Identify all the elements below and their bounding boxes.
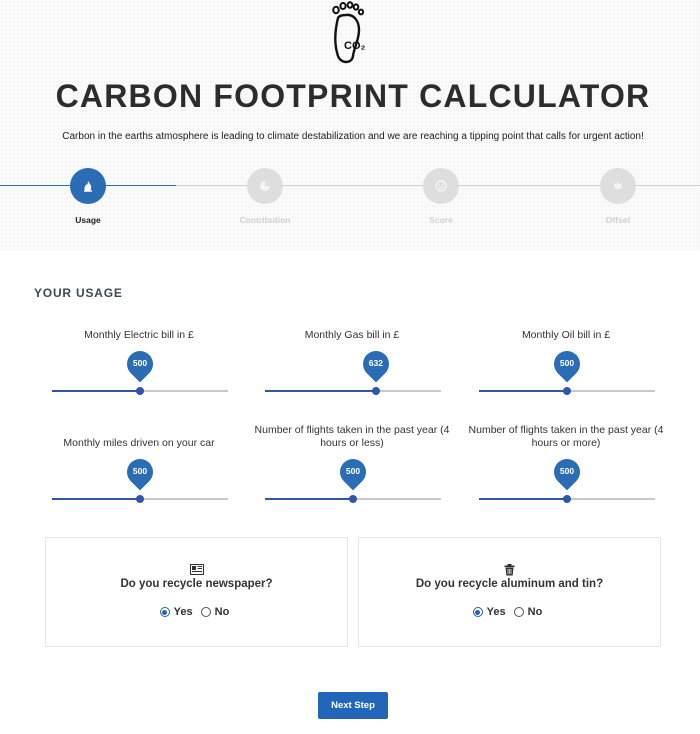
slider-value-pin bbox=[127, 459, 153, 485]
slider-fill bbox=[52, 498, 140, 500]
slider-handle[interactable] bbox=[372, 387, 380, 395]
radio-group bbox=[359, 606, 660, 618]
slider-value-pin bbox=[363, 351, 389, 377]
flame-icon bbox=[70, 168, 106, 204]
slider-value: 632 bbox=[368, 358, 383, 368]
pie-chart-icon bbox=[247, 168, 283, 204]
slider-value: 500 bbox=[559, 358, 575, 368]
step-label: Score bbox=[429, 215, 453, 225]
slider-fill bbox=[52, 390, 140, 392]
page-subtitle: Carbon in the earths atmosphere is leading to climate destabilization and we are reaching a tipping point that calls for urgent action! bbox=[62, 131, 644, 142]
slider-value: 500 bbox=[132, 466, 148, 476]
step-offset[interactable] bbox=[558, 168, 678, 225]
slider-handle[interactable] bbox=[563, 495, 571, 503]
slider-label: Monthly miles driven on your car bbox=[63, 437, 215, 449]
slider-handle[interactable] bbox=[563, 387, 571, 395]
slider-track[interactable] bbox=[52, 358, 228, 392]
slider-label: Monthly Gas bill in £ bbox=[304, 329, 400, 341]
step-label: Offset bbox=[605, 215, 631, 225]
slider-fill bbox=[265, 390, 376, 392]
radio-group bbox=[46, 606, 347, 618]
slider-value-pin bbox=[340, 459, 366, 485]
no-radio[interactable] bbox=[514, 607, 524, 617]
recycle-question: Do you recycle newspaper? bbox=[120, 578, 273, 590]
step-usage[interactable] bbox=[28, 168, 148, 225]
footprint-co2-icon bbox=[326, 0, 374, 66]
slider-track[interactable] bbox=[52, 466, 228, 500]
slider-track[interactable] bbox=[265, 358, 441, 392]
slider-label: Monthly Oil bill in £ bbox=[521, 329, 611, 341]
logo-text: CO₂ bbox=[344, 40, 366, 52]
slider-label: Number of flights taken in the past year (4 hours or less) bbox=[254, 424, 450, 449]
slider-track[interactable] bbox=[479, 358, 655, 392]
smiley-icon bbox=[423, 168, 459, 204]
slider-value: 500 bbox=[559, 466, 575, 476]
page-title: CARBON FOOTPRINT CALCULATOR bbox=[55, 78, 651, 114]
yes-label[interactable]: Yes bbox=[486, 606, 506, 618]
slider-track[interactable] bbox=[479, 466, 655, 500]
recycle-newspaper-card bbox=[45, 537, 348, 647]
newspaper-icon bbox=[46, 564, 347, 578]
slider-value: 500 bbox=[345, 466, 361, 476]
slider-handle[interactable] bbox=[136, 495, 144, 503]
yes-radio[interactable] bbox=[160, 607, 170, 617]
next-step-button[interactable]: Next Step bbox=[318, 692, 388, 719]
yes-radio[interactable] bbox=[473, 607, 483, 617]
no-radio[interactable] bbox=[201, 607, 211, 617]
hero-banner bbox=[0, 0, 700, 250]
section-title: YOUR USAGE bbox=[34, 286, 123, 300]
step-label: Contribution bbox=[239, 215, 291, 225]
slider-fill bbox=[479, 498, 567, 500]
slider-handle[interactable] bbox=[136, 387, 144, 395]
yes-label[interactable]: Yes bbox=[173, 606, 193, 618]
slider-fill bbox=[479, 390, 567, 392]
recycle-question: Do you recycle aluminum and tin? bbox=[415, 578, 604, 590]
slider-handle[interactable] bbox=[349, 495, 357, 503]
slider-fill bbox=[265, 498, 353, 500]
recycle-aluminum-card bbox=[358, 537, 661, 647]
step-score[interactable] bbox=[381, 168, 501, 225]
leaf-icon bbox=[600, 168, 636, 204]
slider-value-pin bbox=[554, 351, 580, 377]
slider-value-pin bbox=[554, 459, 580, 485]
no-label[interactable]: No bbox=[214, 606, 230, 618]
slider-track[interactable] bbox=[265, 466, 441, 500]
step-contribution[interactable] bbox=[205, 168, 325, 225]
no-label[interactable]: No bbox=[527, 606, 543, 618]
slider-label: Monthly Electric bill in £ bbox=[84, 329, 194, 341]
step-label: Usage bbox=[75, 215, 101, 225]
slider-label: Number of flights taken in the past year (4 hours or more) bbox=[468, 424, 664, 449]
slider-value-pin bbox=[127, 351, 153, 377]
slider-value: 500 bbox=[132, 358, 148, 368]
trash-can-icon bbox=[359, 564, 660, 579]
